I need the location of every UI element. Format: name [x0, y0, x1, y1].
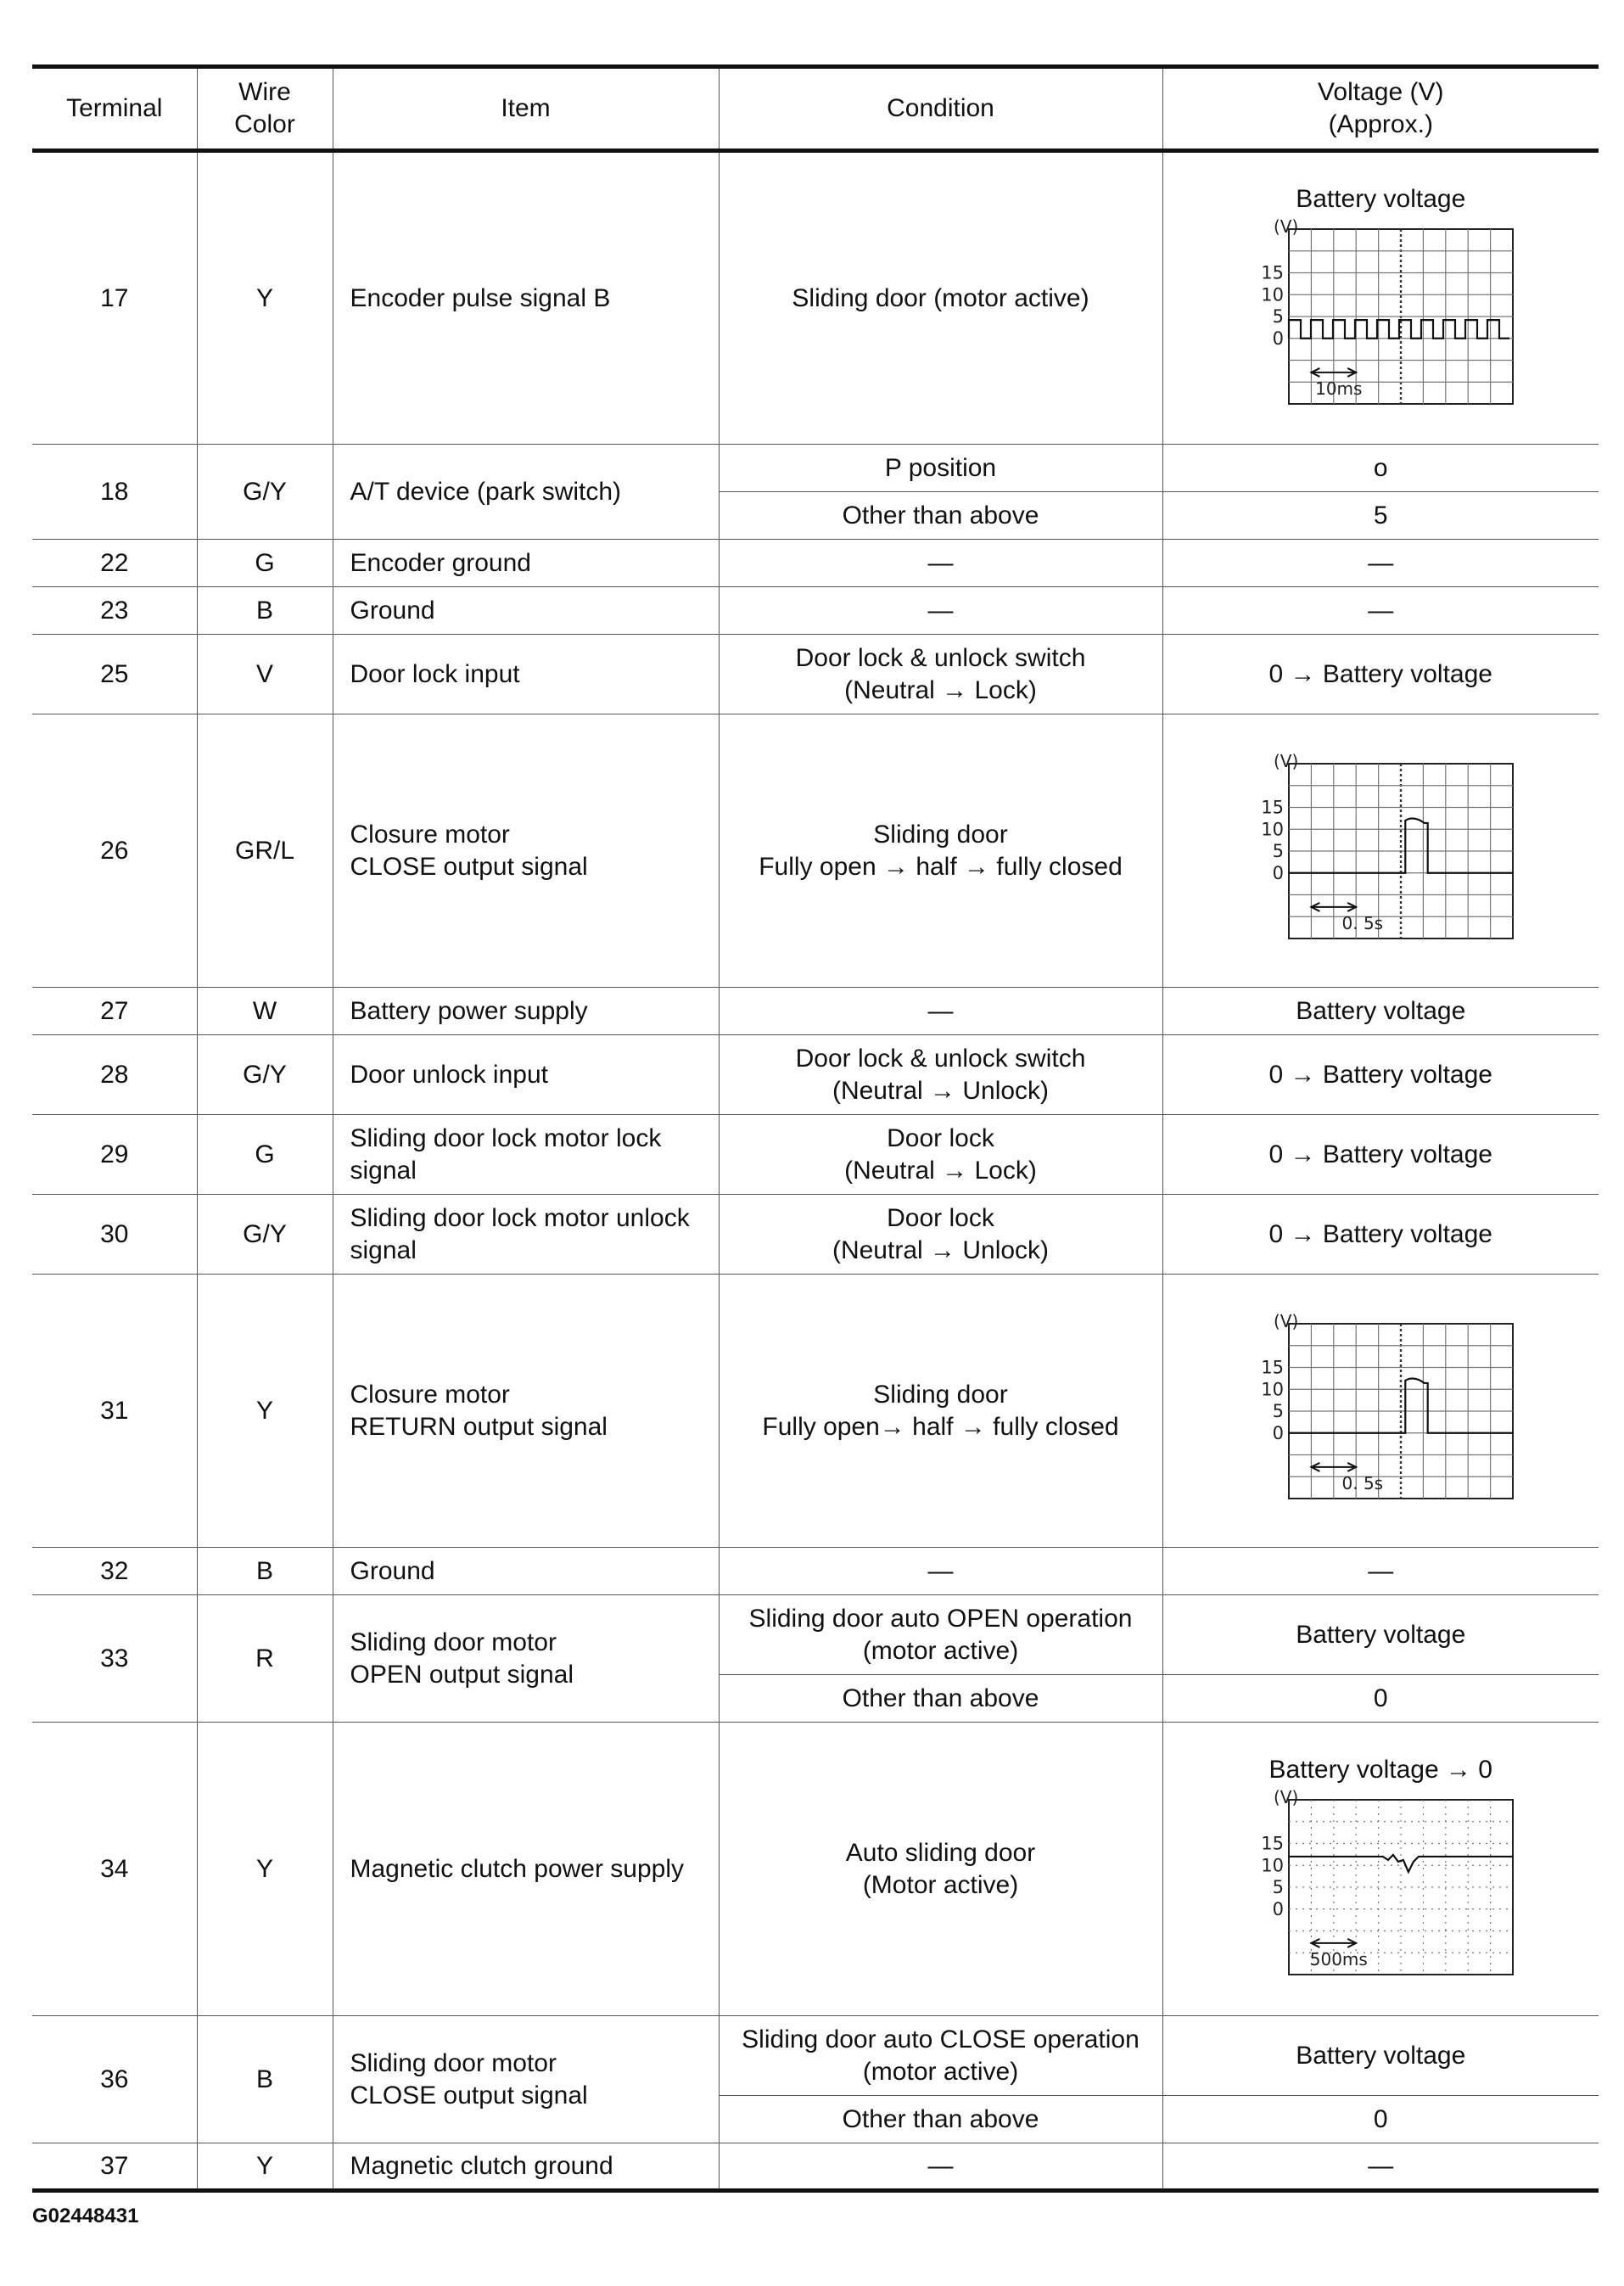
wire-color-cell: Y [197, 2143, 333, 2191]
waveform-svg [1236, 219, 1525, 414]
voltage-cell: — [1162, 540, 1599, 587]
wire-color-cell: Y [197, 1275, 333, 1548]
time-scale-label: 10ms [1315, 378, 1363, 399]
voltage-cell: Battery voltage [1162, 2016, 1599, 2096]
waveform-clutch-supply [1163, 1790, 1599, 1985]
terminal-cell: 32 [32, 1548, 197, 1595]
wire-color-cell: G [197, 540, 333, 587]
table-row [32, 1275, 1599, 1548]
time-scale-label: 0. 5s [1341, 1472, 1384, 1493]
wire-color-cell: G/Y [197, 1195, 333, 1275]
item-cell: Encoder ground [333, 540, 719, 587]
axis-tick-label: 15 [1261, 1833, 1285, 1853]
terminal-cell: 23 [32, 587, 197, 635]
table-row [32, 1195, 1599, 1275]
item-cell: Ground [333, 1548, 719, 1595]
voltage-text: Battery voltage [1296, 184, 1466, 213]
condition-cell: Sliding door (motor active) [719, 151, 1162, 445]
condition-cell: Sliding door Fully open→ half → fully closed [719, 1275, 1162, 1548]
voltage-cell: o [1162, 445, 1599, 492]
axis-tick-label: 5 [1272, 1400, 1285, 1421]
time-scale-label: 500ms [1310, 1948, 1369, 1969]
item-cell: Sliding door lock motor unlock signal [333, 1195, 719, 1275]
condition-cell: — [719, 540, 1162, 587]
axis-unit-label: (V) [1274, 218, 1299, 237]
axis-tick-label: 0 [1272, 328, 1285, 349]
table-row [32, 988, 1599, 1035]
terminal-cell: 34 [32, 1723, 197, 2016]
table-row [32, 2143, 1599, 2191]
header-terminal: Terminal [32, 67, 197, 151]
header-voltage: Voltage (V) (Approx.) [1162, 67, 1599, 151]
item-cell: Closure motor RETURN output signal [333, 1275, 719, 1548]
terminal-cell: 37 [32, 2143, 197, 2191]
condition-cell: — [719, 587, 1162, 635]
table-row [32, 1595, 1599, 1675]
wire-color-cell: G [197, 1115, 333, 1195]
terminal-cell: 33 [32, 1595, 197, 1723]
wire-color-cell: G/Y [197, 445, 333, 540]
item-cell: Ground [333, 587, 719, 635]
axis-tick-label: 15 [1261, 1357, 1285, 1377]
voltage-cell: 5 [1162, 492, 1599, 540]
item-cell: Door lock input [333, 635, 719, 714]
axis-tick-label: 10 [1261, 283, 1285, 305]
condition-cell: — [719, 988, 1162, 1035]
table-row [32, 1035, 1599, 1115]
terminal-cell: 27 [32, 988, 197, 1035]
voltage-cell: 0 → Battery voltage [1162, 1035, 1599, 1115]
axis-tick-label: 0 [1272, 1898, 1285, 1919]
axis-tick-label: 0 [1272, 862, 1285, 883]
wire-color-cell: B [197, 2016, 333, 2143]
axis-tick-label: 10 [1261, 1854, 1285, 1875]
condition-cell: Sliding door Fully open → half → fully closed [719, 714, 1162, 988]
waveform-pulse-b [1163, 219, 1599, 414]
voltage-cell: — [1162, 587, 1599, 635]
voltage-cell: 0 → Battery voltage [1162, 635, 1599, 714]
item-cell: Magnetic clutch ground [333, 2143, 719, 2191]
terminal-cell: 17 [32, 151, 197, 445]
terminal-voltage-table [32, 64, 1599, 2193]
item-cell: Magnetic clutch power supply [333, 1723, 719, 2016]
table-row [32, 635, 1599, 714]
item-cell: Closure motor CLOSE output signal [333, 714, 719, 988]
terminal-cell: 36 [32, 2016, 197, 2143]
axis-tick-label: 10 [1261, 1378, 1285, 1399]
condition-cell: Auto sliding door (Motor active) [719, 1723, 1162, 2016]
wire-color-cell: W [197, 988, 333, 1035]
condition-cell: P position [719, 445, 1162, 492]
item-cell: Battery power supply [333, 988, 719, 1035]
condition-cell: Sliding door auto OPEN operation (motor active) [719, 1595, 1162, 1675]
table-row [32, 587, 1599, 635]
item-cell: Sliding door motor CLOSE output signal [333, 2016, 719, 2143]
axis-unit-label: (V) [1274, 1789, 1299, 1807]
time-scale-label: 0. 5s [1341, 912, 1384, 933]
condition-cell: Other than above [719, 1675, 1162, 1723]
axis-tick-label: 10 [1261, 818, 1285, 839]
waveform-svg [1236, 754, 1525, 949]
condition-cell: Door lock (Neutral → Lock) [719, 1115, 1162, 1195]
table-row [32, 445, 1599, 492]
condition-cell: Door lock & unlock switch (Neutral → Lock) [719, 635, 1162, 714]
wire-color-cell: B [197, 1548, 333, 1595]
voltage-cell [1162, 1275, 1599, 1548]
terminal-cell: 31 [32, 1275, 197, 1548]
item-cell: Door unlock input [333, 1035, 719, 1115]
condition-cell: Door lock & unlock switch (Neutral → Unlock) [719, 1035, 1162, 1115]
table-row [32, 714, 1599, 988]
voltage-cell: — [1162, 2143, 1599, 2191]
condition-cell: Other than above [719, 492, 1162, 540]
waveform-close-signal [1163, 754, 1599, 949]
waveform-trace [1289, 320, 1509, 339]
voltage-cell [1162, 714, 1599, 988]
axis-unit-label: (V) [1274, 753, 1299, 771]
waveform-svg [1236, 1314, 1525, 1509]
axis-unit-label: (V) [1274, 1313, 1299, 1331]
voltage-cell [1162, 1723, 1599, 2016]
terminal-cell: 28 [32, 1035, 197, 1115]
item-cell: Encoder pulse signal B [333, 151, 719, 445]
terminal-cell: 22 [32, 540, 197, 587]
header-condition: Condition [719, 67, 1162, 151]
terminal-cell: 30 [32, 1195, 197, 1275]
header-item: Item [333, 67, 719, 151]
voltage-cell: 0 → Battery voltage [1162, 1195, 1599, 1275]
axis-tick-label: 5 [1272, 840, 1285, 861]
voltage-cell: — [1162, 1548, 1599, 1595]
voltage-cell: 0 [1162, 1675, 1599, 1723]
wire-color-cell: GR/L [197, 714, 333, 988]
terminal-cell: 25 [32, 635, 197, 714]
wire-color-cell: Y [197, 1723, 333, 2016]
wire-color-cell: Y [197, 151, 333, 445]
axis-tick-label: 5 [1272, 1876, 1285, 1897]
item-cell: A/T device (park switch) [333, 445, 719, 540]
header-row [32, 67, 1599, 151]
voltage-cell: 0 → Battery voltage [1162, 1115, 1599, 1195]
table-row [32, 540, 1599, 587]
figure-id: G02448431 [32, 2205, 139, 2227]
waveform-svg [1236, 1790, 1525, 1985]
terminal-cell: 18 [32, 445, 197, 540]
condition-cell: — [719, 2143, 1162, 2191]
axis-tick-label: 15 [1261, 262, 1285, 283]
table-row [32, 1548, 1599, 1595]
wire-color-cell: V [197, 635, 333, 714]
condition-cell: Other than above [719, 2096, 1162, 2143]
item-cell: Sliding door lock motor lock signal [333, 1115, 719, 1195]
wire-color-cell: G/Y [197, 1035, 333, 1115]
wire-color-cell: B [197, 587, 333, 635]
voltage-cell: Battery voltage [1162, 988, 1599, 1035]
table-row [32, 1723, 1599, 2016]
axis-tick-label: 0 [1272, 1422, 1285, 1443]
axis-tick-label: 5 [1272, 305, 1285, 327]
condition-cell: Sliding door auto CLOSE operation (motor active) [719, 2016, 1162, 2096]
header-wire-color: Wire Color [197, 67, 333, 151]
table-row [32, 151, 1599, 445]
table-row [32, 2016, 1599, 2096]
axis-tick-label: 15 [1261, 797, 1285, 817]
voltage-cell: Battery voltage [1162, 1595, 1599, 1675]
wire-color-cell: R [197, 1595, 333, 1723]
condition-cell: — [719, 1548, 1162, 1595]
terminal-cell: 26 [32, 714, 197, 988]
terminal-cell: 29 [32, 1115, 197, 1195]
waveform-return-signal [1163, 1314, 1599, 1509]
voltage-text: Battery voltage → 0 [1268, 1755, 1492, 1784]
voltage-cell [1162, 151, 1599, 445]
voltage-cell: 0 [1162, 2096, 1599, 2143]
condition-cell: Door lock (Neutral → Unlock) [719, 1195, 1162, 1275]
item-cell: Sliding door motor OPEN output signal [333, 1595, 719, 1723]
table-row [32, 1115, 1599, 1195]
